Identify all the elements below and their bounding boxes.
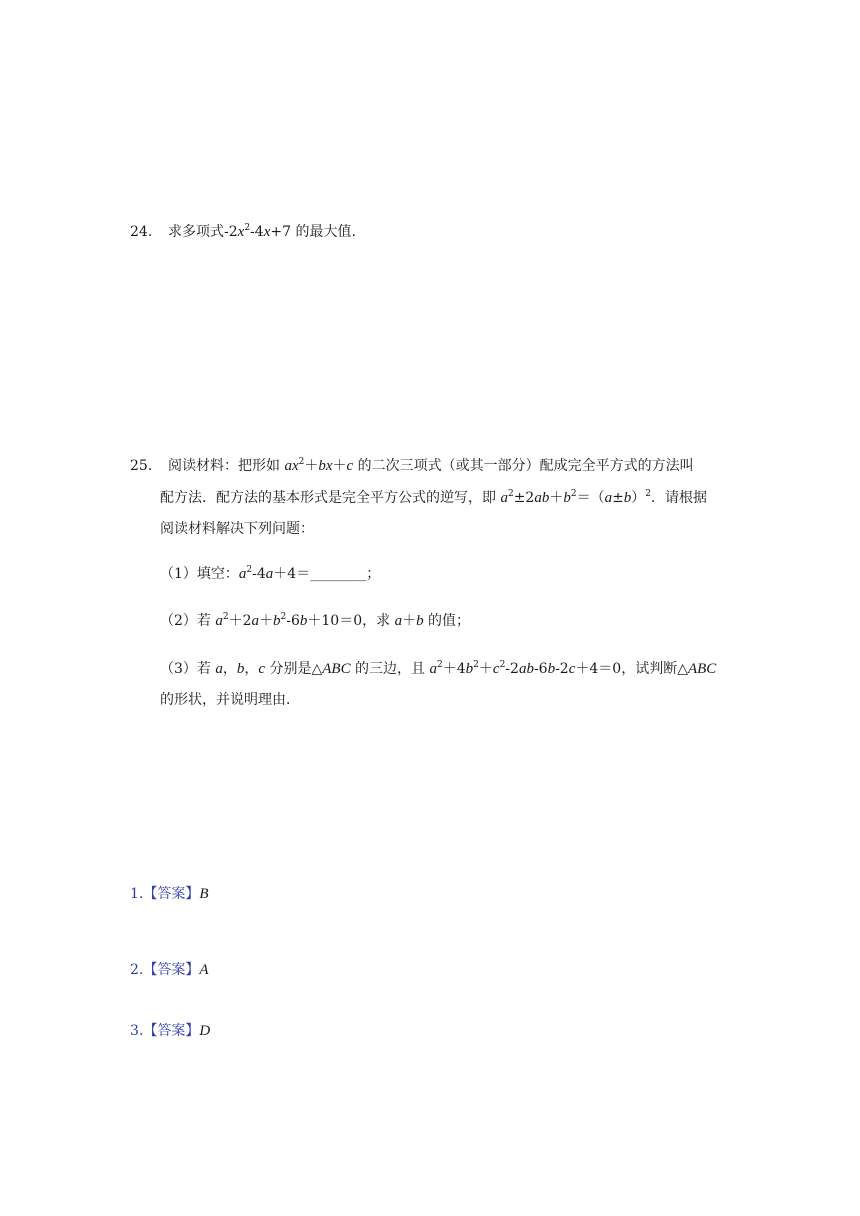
math-var: b — [547, 661, 556, 677]
answer-label: 【答案】 — [143, 1023, 200, 1039]
exponent: 2 — [645, 489, 652, 499]
question-25-line-2 — [160, 488, 707, 508]
math-op: -4 — [252, 566, 266, 582]
question-25-part-3-cont — [160, 690, 300, 710]
question-number: 25. — [130, 458, 153, 474]
exponent: 2 — [246, 565, 253, 575]
math-var: c — [492, 661, 500, 677]
math-op: -6 — [533, 661, 548, 677]
math-op: ＋2 — [228, 613, 252, 629]
math-op: ＝（ — [576, 490, 605, 506]
question-number: 24. — [130, 224, 153, 240]
answer-label: 【答案】 — [143, 886, 200, 902]
answer-2 — [130, 960, 209, 980]
math-var: ax — [284, 458, 299, 474]
question-25-line-1 — [130, 456, 694, 476]
math-var: a — [215, 613, 223, 629]
math-var: b — [273, 613, 281, 629]
math-var: b — [416, 613, 424, 629]
exponent: 2 — [570, 489, 577, 499]
math-op: ±2 — [513, 490, 535, 506]
part-label: （3）若 — [160, 661, 216, 677]
math-var: ABC — [322, 661, 351, 677]
math-op: ＋ — [332, 458, 347, 474]
math-var: a — [500, 490, 508, 506]
math-var: a — [604, 490, 613, 506]
question-text: ＋4＝________； — [273, 566, 381, 582]
math-op: ＋ — [402, 613, 417, 629]
math-var: x — [263, 224, 271, 240]
math-var: b — [563, 490, 571, 506]
exponent: 2 — [298, 457, 305, 467]
question-25-part-1 — [160, 564, 380, 584]
question-text: 配方法．配方法的基本形式是完全平方公式的逆写，即 — [160, 490, 501, 506]
math-var: a — [265, 566, 274, 582]
math-var: b — [465, 661, 474, 677]
math-op: ） — [631, 490, 646, 506]
question-text: +7 的最大值. — [270, 224, 356, 240]
question-24 — [130, 222, 356, 242]
math-var: a — [394, 613, 403, 629]
question-text: 的值； — [423, 613, 471, 629]
question-25-part-3 — [160, 659, 716, 679]
math-var: c — [258, 661, 266, 677]
question-text: 的二次三项式（或其一部分）配成完全平方式的方法叫 — [353, 458, 694, 474]
math-op: ＋ — [549, 490, 564, 506]
math-op: ＋ — [259, 613, 274, 629]
question-text: 分别是△ — [265, 661, 323, 677]
math-op: -2 — [555, 661, 569, 677]
exponent: 2 — [222, 612, 229, 622]
exponent: 2 — [280, 612, 287, 622]
math-var: a — [238, 566, 247, 582]
answer-value: A — [199, 962, 209, 978]
question-text: ＋4＝0，试判断△ — [575, 661, 688, 677]
math-op: ＋ — [478, 661, 493, 677]
question-text: 的三边，且 — [350, 661, 430, 677]
answer-number: 1. — [130, 886, 144, 902]
answer-number: 2. — [130, 962, 144, 978]
part-label: （1）填空： — [160, 566, 239, 582]
question-25-part-2 — [160, 611, 470, 631]
math-var: a — [215, 661, 223, 677]
math-var: x — [237, 224, 245, 240]
answer-value: D — [199, 1023, 211, 1039]
math-var: ABC — [687, 661, 717, 677]
question-text: 的形状，并说明理由． — [160, 692, 300, 708]
exponent: 2 — [507, 489, 514, 499]
math-var: bx — [318, 458, 333, 474]
math-op: ＋ — [304, 458, 319, 474]
question-text: ＋10＝0，求 — [307, 613, 395, 629]
math-var: a — [429, 661, 437, 677]
question-text: 阅读材料解决下列问题： — [160, 521, 314, 537]
math-var: a — [251, 613, 260, 629]
math-var: c — [568, 661, 576, 677]
math-var: b — [299, 613, 308, 629]
answer-number: 3. — [130, 1023, 144, 1039]
math-op: ＋4 — [442, 661, 466, 677]
punct: ， — [222, 661, 237, 677]
question-25-line-3 — [160, 519, 314, 539]
answer-1 — [130, 884, 209, 904]
math-var: b — [623, 490, 632, 506]
math-var: c — [346, 458, 354, 474]
exponent: 2 — [437, 660, 443, 670]
math-var: ab — [534, 490, 550, 506]
question-text: -4 — [250, 224, 264, 240]
math-var: b — [236, 661, 245, 677]
answer-value: B — [199, 886, 209, 902]
exponent: 2 — [499, 660, 506, 670]
part-label: （2）若 — [160, 613, 216, 629]
exponent: 2 — [244, 223, 251, 233]
question-text: ．请根据 — [651, 490, 708, 506]
punct: ， — [244, 661, 259, 677]
answer-label: 【答案】 — [143, 962, 200, 978]
math-op: -6 — [286, 613, 300, 629]
math-op: -2 — [505, 661, 519, 677]
question-text: 阅读材料：把形如 — [168, 458, 285, 474]
question-text: 求多项式-2 — [168, 224, 238, 240]
exponent: 2 — [473, 660, 479, 670]
math-var: ab — [518, 661, 534, 677]
answer-3 — [130, 1021, 210, 1041]
math-op: ± — [612, 490, 624, 506]
